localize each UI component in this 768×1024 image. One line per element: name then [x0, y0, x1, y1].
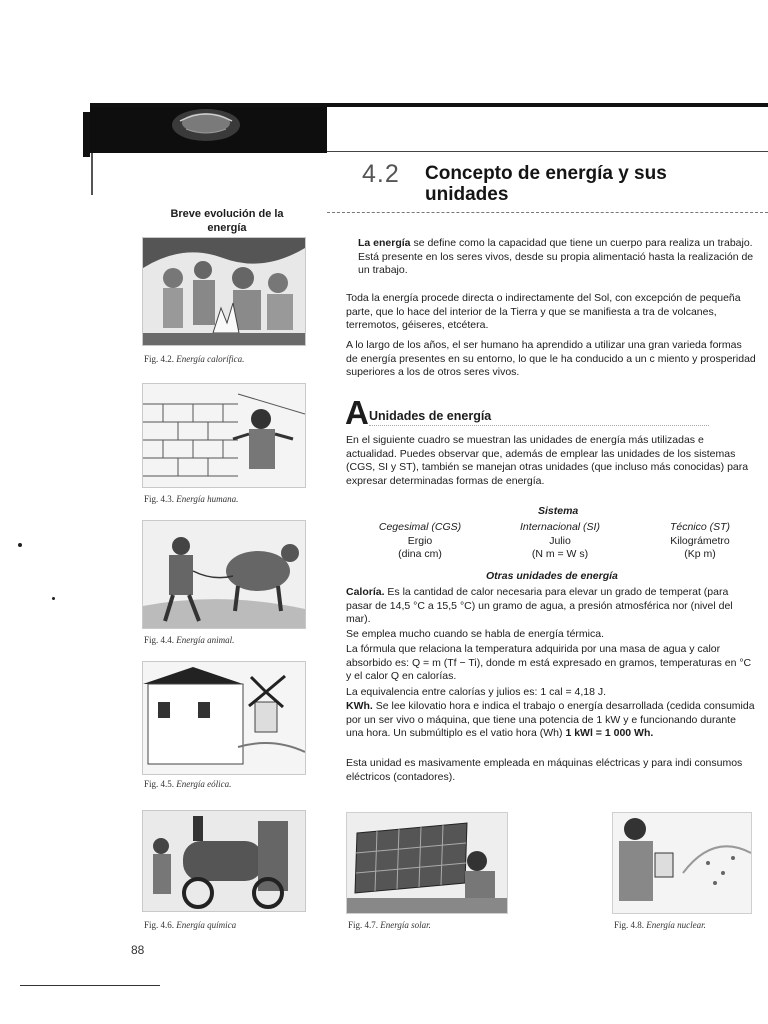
- figure-caption: Fig. 4.2. Energía calorífica.: [144, 354, 245, 364]
- table-unit: Julio: [549, 534, 571, 547]
- left-margin-bar: [83, 112, 90, 157]
- table-unit: Ergio: [407, 534, 433, 547]
- table-column-cgs: [360, 521, 480, 562]
- figure-animal-energy: [142, 520, 306, 629]
- figure-heat-energy: [142, 237, 306, 346]
- table-system: Internacional (SI): [520, 521, 600, 533]
- table-equiv: (dina cm): [398, 548, 442, 560]
- table-equiv: (N m = W s): [531, 548, 589, 560]
- caloria-use: Se emplea mucho cuando se habla de energía térmica.: [346, 628, 604, 640]
- table-column-st: [640, 521, 760, 562]
- table-system: Cegesimal (CGS): [378, 521, 462, 533]
- figure-caption: Fig. 4.5. Energía eólica.: [144, 779, 232, 789]
- paragraph: A lo largo de los años, el ser humano ha aprendido a utilizar una gran varieda formas de energía presentes en su entorno, lo que le ha conducido a un c miento y prosperidad superiores a los de otros seres vivos.: [346, 339, 756, 378]
- subsection-letter: A: [345, 394, 369, 431]
- figure-solar-energy: [346, 812, 508, 914]
- figure-wind-energy: [142, 661, 306, 775]
- paragraph: Toda la energía procede directa o indirectamente del Sol, con excepción de pequeña parte, que lo hace del interior de la Tierra y que se manifiesta a tra de volcanes, terremotos, géiseres, etcétera.: [346, 292, 741, 331]
- figure-caption: Fig. 4.4. Energía animal.: [144, 635, 235, 645]
- table-column-si: [495, 521, 625, 562]
- bottom-rule: [20, 985, 160, 986]
- margin-dot: [18, 543, 22, 547]
- section-number: 4.2: [362, 160, 400, 188]
- table-system: Técnico (ST): [669, 521, 731, 533]
- kwh-paragraph: KWh. Se lee kilovatio hora e indica el trabajo o energía desarrollada (cedida consumida por un ser vivo o máquina, que tiene una potencia de 1 kW y e funcionando durante una hora. Un submúltiplo es el vatio hora (Wh) 1 kWl = 1 000 Wh.: [346, 700, 755, 739]
- kwh-use: Esta unidad es masivamente empleada en máquinas eléctricas y para indi consumos eléctricos (contadores).: [346, 757, 743, 783]
- formula-paragraph: La fórmula que relaciona la temperatura adquirida por una masa de agua y calor absorbido es: Q = m (Tf − Ti), donde m está expresado en gramos, temperaturas en °C y el calor Q en calorías.: [346, 643, 752, 682]
- title-bottom-line: [327, 212, 768, 214]
- other-units-heading: Otras unidades de energía: [486, 570, 618, 582]
- header-image: [90, 107, 327, 153]
- figure-nuclear-energy: [612, 812, 752, 914]
- figure-caption: Fig. 4.8. Energía nuclear.: [614, 920, 706, 930]
- caloria-paragraph: Caloría. Es la cantidad de calor necesaria para elevar un grado de temperat (para pasar de 14,5 °C a 15,5 °C) un gramo de agua, a presión atmosférica nor (nivel del mar).: [346, 586, 733, 625]
- left-margin-line: [91, 150, 93, 195]
- equivalence-text: La equivalencia entre calorías y julios es: 1 cal = 4,18 J.: [346, 686, 607, 698]
- figure-caption: Fig. 4.3. Energía humana.: [144, 494, 239, 504]
- subsection-paragraph: En el siguiente cuadro se muestran las unidades de energía más utilizadas e actualidad. Puedes observar que, además de emplear las unidades de los sistemas (CGS, SI y ST), también se manejan otras unidades (que incluso más conocidas) para expresar determinadas formas de energía.: [346, 434, 749, 487]
- figure-caption: Fig. 4.7. Energía solar.: [348, 920, 431, 930]
- subsection-underline: [369, 425, 709, 426]
- figure-caption: Fig. 4.6. Energía química: [144, 920, 237, 930]
- table-equiv: (Kp m): [684, 548, 716, 560]
- figure-chemical-energy: [142, 810, 306, 912]
- table-heading: Sistema: [538, 505, 579, 517]
- section-title: Concepto de energía y sus unidades: [425, 163, 667, 205]
- figure-human-energy: [142, 383, 306, 488]
- subsection-title: Unidades de energía: [369, 409, 492, 423]
- sidebar-title: Breve evolución de la energía: [170, 208, 284, 234]
- margin-dot: [52, 597, 55, 600]
- title-top-line: [327, 151, 768, 152]
- table-unit: Kilográmetro: [670, 534, 730, 547]
- page-number: 88: [131, 943, 145, 957]
- intro-paragraph: La energía se define como la capacidad que tiene un cuerpo para realiza un trabajo. Está presente en los seres vivos, desde su propia alimentació hasta la realización de un trabajo.: [358, 237, 754, 276]
